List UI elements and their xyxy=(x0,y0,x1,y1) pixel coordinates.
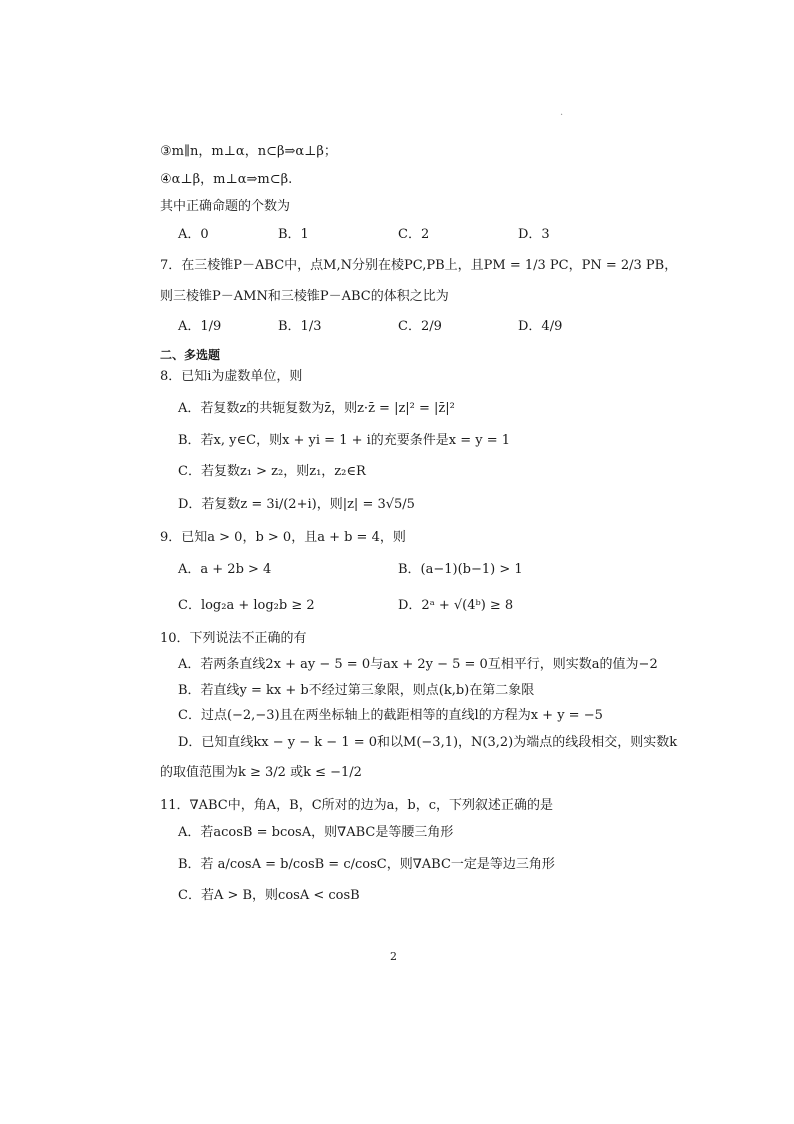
q10-option-a: A．若两条直线2x + ay − 5 = 0与ax + 2y − 5 = 0互相平行，则实数a的值为−2 xyxy=(178,657,658,672)
page-marker: · xyxy=(560,110,564,121)
q6-prompt: 其中正确命题的个数为 xyxy=(160,199,291,214)
q10-option-b: B．若直线y = kx + b不经过第三象限，则点(k,b)在第二象限 xyxy=(178,683,535,698)
q11-stem: 11．∇ABC中，角A，B，C所对的边为a，b，c，下列叙述正确的是 xyxy=(160,798,553,813)
q11-option-b: B．若 a/cosA = b/cosB = c/cosC，则∇ABC一定是等边三角形 xyxy=(178,857,555,872)
section-heading: 二、多选题 xyxy=(160,348,221,362)
q6-choice-a: A．0 xyxy=(178,227,209,242)
q10-option-d-line2: 的取值范围为k ≥ 3/2 或k ≤ −1/2 xyxy=(160,765,362,780)
q11-option-a: A．若acosB = bcosA，则∇ABC是等腰三角形 xyxy=(178,825,454,840)
q7-choice-b: B．1/3 xyxy=(278,319,322,334)
q10-option-d-line1: D．已知直线kx − y − k − 1 = 0和以M(−3,1)，N(3,2)为端点的线段相交，则实数k xyxy=(178,735,678,750)
q7-choice-c: C．2/9 xyxy=(398,319,442,334)
q8-option-a: A．若复数z的共轭复数为z̄，则z·z̄ = |z|² = |z̄|² xyxy=(178,401,455,416)
q7-choice-d: D．4/9 xyxy=(518,319,563,334)
q8-option-b: B．若x, y∈C，则x + yi = 1 + i的充要条件是x = y = 1 xyxy=(178,433,511,448)
q7-stem-line2: 则三棱锥P－AMN和三棱锥P－ABC的体积之比为 xyxy=(160,289,449,304)
q9-option-d: D．2ᵃ + √(4ᵇ) ≥ 8 xyxy=(398,598,514,613)
q9-option-c: C．log₂a + log₂b ≥ 2 xyxy=(178,598,315,613)
q9-option-a: A．a + 2b > 4 xyxy=(178,562,272,577)
q8-option-c: C．若复数z₁ > z₂，则z₁，z₂∈R xyxy=(178,464,366,479)
q7-choice-a: A．1/9 xyxy=(178,319,222,334)
q6-item4: ④α⊥β，m⊥α⇒m⊂β. xyxy=(160,172,293,187)
q6-choice-b: B．1 xyxy=(278,227,309,242)
q9-stem: 9．已知a > 0，b > 0，且a + b = 4，则 xyxy=(160,530,406,545)
q11-option-c: C．若A > B，则cosA < cosB xyxy=(178,888,360,903)
q8-stem: 8．已知i为虚数单位，则 xyxy=(160,369,303,384)
q6-choice-c: C．2 xyxy=(398,227,430,242)
q6-item3: ③m∥n，m⊥α，n⊂β⇒α⊥β； xyxy=(160,144,337,159)
q8-option-d: D．若复数z = 3i/(2+i)，则|z| = 3√5/5 xyxy=(178,497,415,512)
q9-option-b: B．(a−1)(b−1) > 1 xyxy=(398,562,523,577)
q10-option-c: C．过点(−2,−3)且在两坐标轴上的截距相等的直线l的方程为x + y = −5 xyxy=(178,708,603,723)
q7-stem-line1: 7．在三棱锥P－ABC中，点M,N分别在棱PC,PB上，且PM = 1/3 PC，PN = 2/3 PB， xyxy=(160,258,678,273)
q6-choice-d: D．3 xyxy=(518,227,550,242)
q10-stem: 10．下列说法不正确的有 xyxy=(160,631,307,646)
page-number: 2 xyxy=(390,950,397,963)
